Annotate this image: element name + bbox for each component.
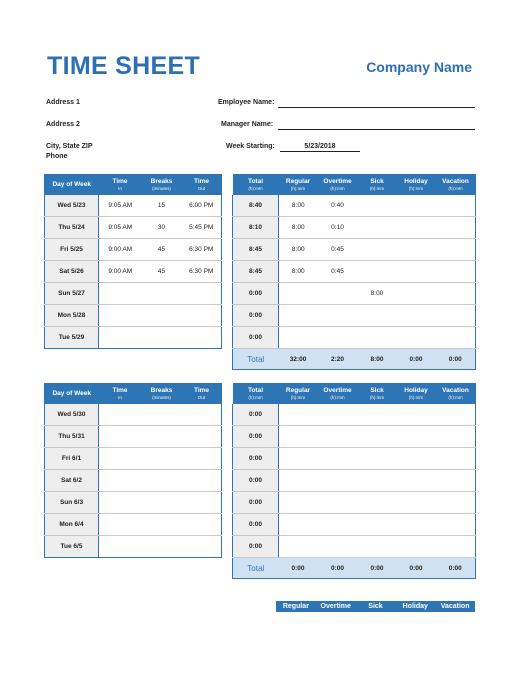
vacation-hours-cell[interactable]	[436, 426, 476, 448]
column-header-label: Vacation	[442, 386, 469, 394]
time-out-cell[interactable]	[182, 448, 222, 470]
table-row	[45, 470, 222, 492]
column-header	[233, 383, 279, 404]
week1-time-table	[44, 174, 222, 349]
sick-hours-cell[interactable]	[358, 470, 397, 492]
week2-hours-header-row	[233, 383, 476, 404]
table-row	[45, 492, 222, 514]
total-hours-cell: 0:00	[233, 536, 279, 558]
holiday-hours-cell[interactable]	[397, 426, 436, 448]
time-out-cell[interactable]: 5:45 PM	[182, 217, 222, 239]
time-in-cell[interactable]	[99, 426, 142, 448]
breaks-cell[interactable]	[142, 283, 182, 305]
holiday-total-cell: 0:00	[397, 349, 436, 370]
regular-hours-cell[interactable]: 8:00	[279, 239, 318, 261]
breaks-cell[interactable]	[142, 470, 182, 492]
table-row	[233, 470, 476, 492]
column-header	[397, 174, 436, 195]
holiday-hours-cell[interactable]	[397, 514, 436, 536]
column-header-unit: Out	[197, 394, 206, 400]
column-header-unit: (h):mm	[408, 394, 424, 400]
time-out-cell[interactable]	[182, 470, 222, 492]
column-header-unit: (minutes)	[152, 394, 171, 400]
column-header-label: Regular	[285, 177, 311, 185]
breaks-cell[interactable]: 45	[142, 239, 182, 261]
regular-total-cell: 32:00	[279, 349, 318, 370]
breaks-cell[interactable]: 45	[142, 261, 182, 283]
table-row	[233, 514, 476, 536]
day-cell: Sat 6/2	[45, 470, 99, 492]
vacation-hours-cell[interactable]	[436, 514, 476, 536]
holiday-hours-cell[interactable]	[397, 195, 436, 217]
column-header	[45, 383, 99, 404]
holiday-hours-cell[interactable]	[397, 448, 436, 470]
time-in-cell[interactable]: 9:05 AM	[99, 195, 142, 217]
regular-hours-cell[interactable]	[279, 536, 318, 558]
time-in-cell[interactable]	[99, 470, 142, 492]
column-header-label: Holiday	[404, 177, 428, 185]
week-starting-value[interactable]: 5/23/2018	[304, 143, 336, 150]
vacation-hours-cell[interactable]	[436, 536, 476, 558]
sick-hours-cell[interactable]	[358, 327, 397, 349]
time-in-cell[interactable]	[99, 305, 142, 327]
total-hours-cell: 8:40	[233, 195, 279, 217]
day-cell: Sat 5/26	[45, 261, 99, 283]
summary-regular-label: Regular	[282, 603, 309, 610]
column-header-label: Day of Week	[52, 389, 92, 397]
overtime-hours-cell[interactable]: 0:45	[318, 261, 358, 283]
table-row	[233, 305, 476, 327]
summary-sick-label: Sick	[368, 603, 383, 610]
vacation-hours-cell[interactable]	[436, 217, 476, 239]
vacation-hours-cell[interactable]	[436, 327, 476, 349]
sick-hours-cell[interactable]	[358, 195, 397, 217]
column-header-label: Breaks	[150, 177, 173, 185]
overtime-total-cell: 2:20	[318, 349, 358, 370]
overtime-total-cell: 0:00	[318, 558, 358, 579]
vacation-total-cell: 0:00	[436, 349, 476, 370]
table-row	[45, 217, 222, 239]
table-row	[45, 404, 222, 426]
time-out-cell[interactable]: 6:30 PM	[182, 239, 222, 261]
table-row	[233, 239, 476, 261]
manager-name-label: Manager Name:	[221, 121, 274, 128]
holiday-hours-cell[interactable]	[397, 404, 436, 426]
column-header-label: Holiday	[404, 386, 428, 394]
vacation-total-cell: 0:00	[436, 558, 476, 579]
week1-time-header-row	[45, 174, 222, 195]
day-cell: Tue 6/5	[45, 536, 99, 558]
total-hours-cell: 0:00	[233, 514, 279, 536]
company-name: Company Name	[366, 59, 472, 75]
column-header-label: Total	[247, 386, 264, 394]
totals-row	[233, 349, 476, 370]
regular-hours-cell[interactable]	[279, 305, 318, 327]
column-header-label: Breaks	[150, 386, 173, 394]
vacation-hours-cell[interactable]	[436, 239, 476, 261]
column-header-label: Total	[247, 177, 264, 185]
sick-hours-cell[interactable]	[358, 217, 397, 239]
table-row	[233, 261, 476, 283]
phone-label: Phone	[46, 153, 68, 160]
table-row	[45, 426, 222, 448]
sick-hours-cell[interactable]	[358, 426, 397, 448]
breaks-cell[interactable]: 30	[142, 217, 182, 239]
summary-overtime-label: Overtime	[320, 603, 351, 610]
day-cell: Mon 5/28	[45, 305, 99, 327]
employee-name-label: Employee Name:	[218, 99, 275, 106]
column-header	[279, 174, 318, 195]
address1-label: Address 1	[46, 99, 80, 106]
totals-label: Total	[233, 558, 279, 579]
column-header-unit: (h):mm	[448, 394, 463, 400]
total-hours-cell: 0:00	[233, 305, 279, 327]
time-in-cell[interactable]	[99, 327, 142, 349]
column-header-unit: (h):mm	[408, 185, 424, 191]
column-header-unit: Out	[197, 185, 206, 191]
table-row	[45, 536, 222, 558]
column-header	[99, 383, 142, 404]
holiday-hours-cell[interactable]	[397, 283, 436, 305]
city-label: City, State ZIP	[46, 143, 93, 150]
holiday-hours-cell[interactable]	[397, 217, 436, 239]
column-header	[182, 383, 222, 404]
regular-hours-cell[interactable]	[279, 327, 318, 349]
column-header	[436, 383, 476, 404]
holiday-hours-cell[interactable]	[397, 536, 436, 558]
overtime-hours-cell[interactable]: 0:45	[318, 239, 358, 261]
column-header-label: Time	[193, 177, 210, 185]
time-in-cell[interactable]	[99, 283, 142, 305]
total-hours-cell: 0:00	[233, 283, 279, 305]
holiday-hours-cell[interactable]	[397, 327, 436, 349]
time-out-cell[interactable]	[182, 283, 222, 305]
sick-hours-cell[interactable]	[358, 536, 397, 558]
table-row	[233, 404, 476, 426]
regular-hours-cell[interactable]	[279, 426, 318, 448]
time-in-cell[interactable]: 9:00 AM	[99, 239, 142, 261]
regular-hours-cell[interactable]	[279, 514, 318, 536]
total-hours-cell: 0:00	[233, 470, 279, 492]
vacation-hours-cell[interactable]	[436, 261, 476, 283]
time-out-cell[interactable]	[182, 536, 222, 558]
table-row	[233, 426, 476, 448]
regular-hours-cell[interactable]	[279, 470, 318, 492]
overtime-hours-cell[interactable]	[318, 470, 358, 492]
column-header-unit: (h):mm	[290, 394, 306, 400]
time-in-cell[interactable]	[99, 404, 142, 426]
total-hours-cell: 0:00	[233, 448, 279, 470]
column-header-label: Overtime	[323, 177, 352, 185]
overtime-hours-cell[interactable]	[318, 283, 358, 305]
day-cell: Fri 5/25	[45, 239, 99, 261]
summary-holiday-label: Holiday	[402, 603, 428, 610]
holiday-hours-cell[interactable]	[397, 239, 436, 261]
day-cell: Tue 5/29	[45, 327, 99, 349]
vacation-hours-cell[interactable]	[436, 492, 476, 514]
regular-hours-cell[interactable]	[279, 492, 318, 514]
totals-label: Total	[233, 349, 279, 370]
breaks-cell[interactable]	[142, 448, 182, 470]
total-hours-cell: 0:00	[233, 426, 279, 448]
overtime-hours-cell[interactable]: 0:10	[318, 217, 358, 239]
time-out-cell[interactable]	[182, 305, 222, 327]
holiday-hours-cell[interactable]	[397, 305, 436, 327]
time-out-cell[interactable]: 6:30 PM	[182, 261, 222, 283]
column-header	[99, 174, 142, 195]
day-cell: Mon 6/4	[45, 514, 99, 536]
table-row	[45, 195, 222, 217]
table-row	[233, 448, 476, 470]
time-out-cell[interactable]	[182, 514, 222, 536]
vacation-hours-cell[interactable]	[436, 283, 476, 305]
holiday-hours-cell[interactable]	[397, 261, 436, 283]
overtime-hours-cell[interactable]	[318, 492, 358, 514]
table-row	[233, 327, 476, 349]
overtime-hours-cell[interactable]	[318, 514, 358, 536]
time-in-cell[interactable]: 9:05 AM	[99, 217, 142, 239]
regular-hours-cell[interactable]	[279, 283, 318, 305]
day-cell: Thu 5/24	[45, 217, 99, 239]
column-header	[182, 174, 222, 195]
sick-hours-cell[interactable]	[358, 239, 397, 261]
sick-total-cell: 0:00	[358, 558, 397, 579]
table-row	[45, 514, 222, 536]
time-in-cell[interactable]	[99, 536, 142, 558]
column-header	[318, 383, 358, 404]
column-header	[358, 174, 397, 195]
table-row	[45, 261, 222, 283]
overtime-hours-cell[interactable]	[318, 305, 358, 327]
column-header	[142, 174, 182, 195]
column-header-label: Sick	[370, 177, 384, 185]
day-cell: Wed 5/30	[45, 404, 99, 426]
column-header-label: Overtime	[323, 386, 352, 394]
day-cell: Fri 6/1	[45, 448, 99, 470]
vacation-hours-cell[interactable]	[436, 404, 476, 426]
column-header-unit: (h):mm	[248, 185, 263, 191]
table-row	[45, 305, 222, 327]
breaks-cell[interactable]	[142, 536, 182, 558]
table-row	[233, 283, 476, 305]
vacation-hours-cell[interactable]	[436, 195, 476, 217]
day-cell: Sun 5/27	[45, 283, 99, 305]
week-starting-underline	[280, 151, 360, 152]
column-header-unit: (minutes)	[152, 185, 171, 191]
overtime-hours-cell[interactable]	[318, 448, 358, 470]
week2-time-header-row	[45, 383, 222, 404]
totals-row	[233, 558, 476, 579]
total-hours-cell: 0:00	[233, 327, 279, 349]
regular-hours-cell[interactable]	[279, 404, 318, 426]
day-cell: Thu 5/31	[45, 426, 99, 448]
vacation-hours-cell[interactable]	[436, 448, 476, 470]
week-starting-label: Week Starting:	[226, 143, 275, 150]
time-out-cell[interactable]	[182, 404, 222, 426]
table-row	[233, 492, 476, 514]
week1-hours-header-row	[233, 174, 476, 195]
time-in-cell[interactable]: 9:00 AM	[99, 261, 142, 283]
column-header-label: Sick	[370, 386, 384, 394]
regular-hours-cell[interactable]: 8:00	[279, 261, 318, 283]
column-header	[279, 383, 318, 404]
sick-hours-cell[interactable]: 8:00	[358, 283, 397, 305]
table-row	[45, 283, 222, 305]
employee-name-field[interactable]	[278, 107, 475, 108]
total-hours-cell: 8:45	[233, 239, 279, 261]
column-header-unit: (h):mm	[290, 185, 306, 191]
overtime-hours-cell[interactable]	[318, 404, 358, 426]
column-header	[436, 174, 476, 195]
holiday-hours-cell[interactable]	[397, 492, 436, 514]
regular-hours-cell[interactable]: 8:00	[279, 217, 318, 239]
day-cell: Sun 6/3	[45, 492, 99, 514]
column-header-unit: (h):mm	[248, 394, 263, 400]
breaks-cell[interactable]	[142, 492, 182, 514]
overtime-hours-cell[interactable]	[318, 327, 358, 349]
week2-hours-table	[232, 383, 476, 579]
table-row	[45, 239, 222, 261]
column-header-unit: In	[118, 185, 122, 191]
table-row	[233, 217, 476, 239]
manager-name-field[interactable]	[278, 129, 475, 130]
breaks-cell[interactable]: 15	[142, 195, 182, 217]
column-header-unit: (h):mm	[330, 185, 345, 191]
column-header-label: Time	[112, 177, 128, 185]
week2-time-table	[44, 383, 222, 558]
sick-hours-cell[interactable]	[358, 261, 397, 283]
regular-hours-cell[interactable]: 8:00	[279, 195, 318, 217]
time-out-cell[interactable]: 6:00 PM	[182, 195, 222, 217]
column-header-label: Vacation	[442, 177, 469, 185]
sick-hours-cell[interactable]	[358, 492, 397, 514]
column-header	[45, 174, 99, 195]
regular-total-cell: 0:00	[279, 558, 318, 579]
overtime-hours-cell[interactable]	[318, 426, 358, 448]
day-cell: Wed 5/23	[45, 195, 99, 217]
table-row	[45, 448, 222, 470]
breaks-cell[interactable]	[142, 305, 182, 327]
holiday-total-cell: 0:00	[397, 558, 436, 579]
time-out-cell[interactable]	[182, 492, 222, 514]
time-out-cell[interactable]	[182, 327, 222, 349]
total-hours-cell: 8:45	[233, 261, 279, 283]
sick-hours-cell[interactable]	[358, 305, 397, 327]
breaks-cell[interactable]	[142, 327, 182, 349]
column-header-unit: (h):mm	[330, 394, 345, 400]
column-header	[233, 174, 279, 195]
time-in-cell[interactable]	[99, 492, 142, 514]
column-header	[318, 174, 358, 195]
table-row	[233, 536, 476, 558]
time-in-cell[interactable]	[99, 514, 142, 536]
column-header-unit: (h):mm	[369, 185, 385, 191]
column-header	[142, 383, 182, 404]
column-header	[397, 383, 436, 404]
column-header-label: Day of Week	[52, 180, 92, 188]
breaks-cell[interactable]	[142, 426, 182, 448]
sick-hours-cell[interactable]	[358, 404, 397, 426]
address2-label: Address 2	[46, 121, 80, 128]
regular-hours-cell[interactable]	[279, 448, 318, 470]
week1-hours-table	[232, 174, 476, 370]
column-header-label: Time	[112, 386, 128, 394]
summary-bar	[276, 601, 475, 612]
overtime-hours-cell[interactable]	[318, 536, 358, 558]
summary-vacation-label: Vacation	[440, 603, 470, 610]
vacation-hours-cell[interactable]	[436, 470, 476, 492]
total-hours-cell: 8:10	[233, 217, 279, 239]
total-hours-cell: 0:00	[233, 492, 279, 514]
breaks-cell[interactable]	[142, 404, 182, 426]
column-header-unit: (h):mm	[448, 185, 463, 191]
sick-hours-cell[interactable]	[358, 448, 397, 470]
time-out-cell[interactable]	[182, 426, 222, 448]
table-row	[233, 195, 476, 217]
holiday-hours-cell[interactable]	[397, 470, 436, 492]
column-header-label: Time	[193, 386, 210, 394]
page-title: TIME SHEET	[47, 52, 201, 80]
column-header	[358, 383, 397, 404]
column-header-unit: (h):mm	[369, 394, 385, 400]
time-in-cell[interactable]	[99, 448, 142, 470]
breaks-cell[interactable]	[142, 514, 182, 536]
column-header-label: Regular	[285, 386, 311, 394]
column-header-unit: In	[118, 394, 122, 400]
vacation-hours-cell[interactable]	[436, 305, 476, 327]
overtime-hours-cell[interactable]: 0:40	[318, 195, 358, 217]
table-row	[45, 327, 222, 349]
sick-hours-cell[interactable]	[358, 514, 397, 536]
sick-total-cell: 8:00	[358, 349, 397, 370]
total-hours-cell: 0:00	[233, 404, 279, 426]
